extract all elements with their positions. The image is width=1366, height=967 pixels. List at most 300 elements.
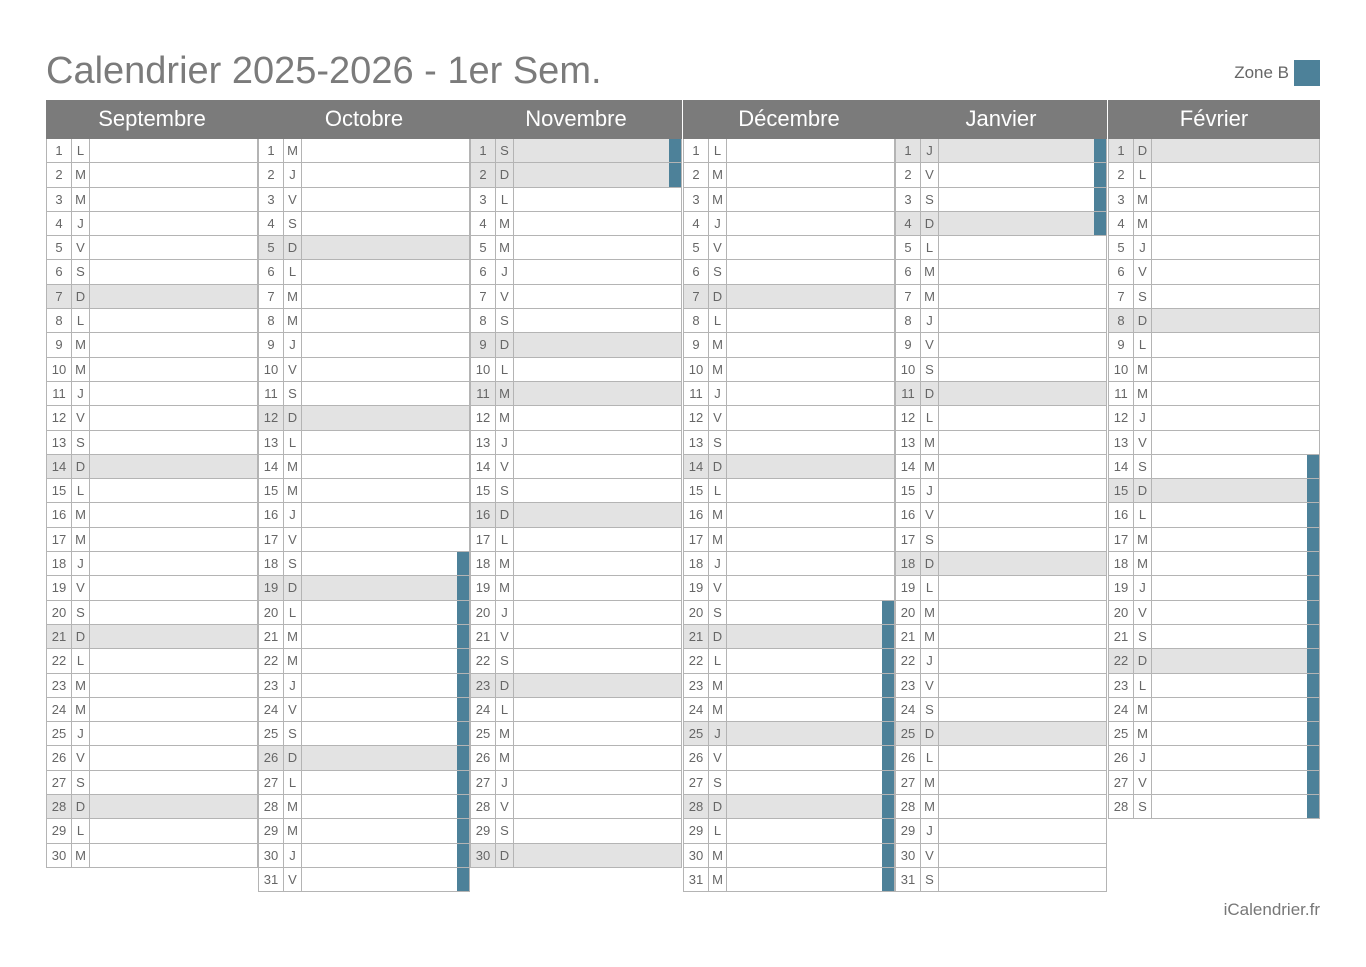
- day-letter: V: [921, 333, 939, 356]
- day-number: 3: [896, 188, 921, 211]
- day-row: [470, 333, 682, 357]
- day-number: 7: [1109, 285, 1134, 308]
- day-number: 3: [259, 188, 284, 211]
- day-number: 18: [1109, 552, 1134, 575]
- day-row: [895, 260, 1107, 284]
- day-letter: V: [709, 746, 727, 769]
- day-letter: L: [72, 139, 90, 162]
- day-number: 22: [259, 649, 284, 672]
- day-number: 30: [259, 844, 284, 867]
- vacation-marker: [1307, 746, 1319, 769]
- day-row: [683, 479, 895, 503]
- day-number: 8: [1109, 309, 1134, 332]
- day-number: 10: [259, 358, 284, 381]
- day-letter: V: [1134, 601, 1152, 624]
- day-row: [683, 236, 895, 260]
- day-letter: D: [1134, 649, 1152, 672]
- day-number: 8: [47, 309, 72, 332]
- day-number: 9: [1109, 333, 1134, 356]
- day-letter: M: [921, 455, 939, 478]
- day-number: 5: [896, 236, 921, 259]
- day-letter: M: [284, 455, 302, 478]
- day-row: [895, 819, 1107, 843]
- day-row: [470, 236, 682, 260]
- month-column-december: [683, 100, 895, 892]
- day-number: 6: [684, 260, 709, 283]
- day-letter: S: [284, 382, 302, 405]
- day-number: 13: [1109, 431, 1134, 454]
- day-letter: L: [1134, 503, 1152, 526]
- day-letter: J: [284, 163, 302, 186]
- day-number: 12: [896, 406, 921, 429]
- day-number: 9: [896, 333, 921, 356]
- day-number: 31: [259, 868, 284, 891]
- day-letter: S: [284, 212, 302, 235]
- day-number: 23: [896, 674, 921, 697]
- day-letter: M: [1134, 188, 1152, 211]
- day-row: [46, 698, 258, 722]
- day-letter: V: [72, 406, 90, 429]
- day-number: 25: [896, 722, 921, 745]
- day-number: 27: [47, 771, 72, 794]
- day-number: 29: [259, 819, 284, 842]
- day-letter: J: [921, 819, 939, 842]
- day-row: [683, 819, 895, 843]
- day-number: 16: [471, 503, 496, 526]
- day-row: [258, 163, 470, 187]
- day-number: 30: [471, 844, 496, 867]
- vacation-marker: [669, 139, 681, 162]
- day-row: [258, 771, 470, 795]
- day-row: [683, 285, 895, 309]
- day-row: [258, 795, 470, 819]
- day-row: [470, 601, 682, 625]
- day-letter: L: [921, 576, 939, 599]
- day-number: 16: [259, 503, 284, 526]
- day-number: 10: [684, 358, 709, 381]
- day-letter: S: [921, 188, 939, 211]
- day-row: [895, 358, 1107, 382]
- day-list: [470, 139, 682, 868]
- day-number: 24: [684, 698, 709, 721]
- day-number: 25: [471, 722, 496, 745]
- day-number: 3: [47, 188, 72, 211]
- day-row: [258, 746, 470, 770]
- vacation-marker: [1094, 212, 1106, 235]
- day-number: 10: [47, 358, 72, 381]
- day-row: [258, 382, 470, 406]
- vacation-marker: [457, 601, 469, 624]
- day-letter: L: [284, 771, 302, 794]
- day-row: [46, 722, 258, 746]
- day-letter: D: [284, 236, 302, 259]
- day-letter: V: [284, 188, 302, 211]
- day-row: [470, 795, 682, 819]
- day-number: 19: [259, 576, 284, 599]
- day-number: 22: [471, 649, 496, 672]
- day-letter: M: [709, 674, 727, 697]
- day-letter: L: [284, 431, 302, 454]
- day-number: 6: [47, 260, 72, 283]
- day-letter: D: [496, 674, 514, 697]
- day-number: 29: [471, 819, 496, 842]
- day-row: [470, 552, 682, 576]
- day-row: [683, 431, 895, 455]
- day-letter: D: [496, 163, 514, 186]
- day-letter: M: [496, 576, 514, 599]
- day-number: 27: [896, 771, 921, 794]
- day-row: [1108, 625, 1320, 649]
- vacation-marker: [1307, 698, 1319, 721]
- day-number: 8: [896, 309, 921, 332]
- day-row: [683, 771, 895, 795]
- day-number: 7: [896, 285, 921, 308]
- day-number: 22: [47, 649, 72, 672]
- day-number: 21: [1109, 625, 1134, 648]
- day-row: [683, 503, 895, 527]
- day-number: 16: [896, 503, 921, 526]
- month-column-january: [895, 100, 1107, 892]
- day-number: 4: [259, 212, 284, 235]
- day-letter: J: [284, 844, 302, 867]
- day-letter: J: [1134, 406, 1152, 429]
- day-letter: V: [921, 674, 939, 697]
- day-number: 18: [471, 552, 496, 575]
- day-number: 26: [259, 746, 284, 769]
- day-row: [895, 844, 1107, 868]
- day-row: [470, 625, 682, 649]
- day-number: 7: [259, 285, 284, 308]
- day-letter: L: [496, 188, 514, 211]
- day-letter: M: [496, 212, 514, 235]
- day-letter: V: [72, 236, 90, 259]
- vacation-marker: [882, 722, 894, 745]
- day-letter: V: [1134, 260, 1152, 283]
- vacation-marker: [882, 844, 894, 867]
- day-number: 2: [259, 163, 284, 186]
- day-row: [46, 601, 258, 625]
- calendar-grid: [46, 100, 1320, 895]
- day-row: [895, 795, 1107, 819]
- day-row: [895, 406, 1107, 430]
- day-row: [470, 285, 682, 309]
- day-row: [683, 382, 895, 406]
- day-row: [470, 431, 682, 455]
- day-row: [683, 649, 895, 673]
- day-row: [470, 188, 682, 212]
- month-column-october: [258, 100, 470, 892]
- day-letter: M: [284, 139, 302, 162]
- day-row: [1108, 333, 1320, 357]
- vacation-marker: [457, 795, 469, 818]
- day-row: [683, 455, 895, 479]
- day-letter: M: [709, 188, 727, 211]
- day-number: 25: [1109, 722, 1134, 745]
- day-letter: L: [284, 601, 302, 624]
- day-letter: M: [921, 625, 939, 648]
- day-row: [46, 503, 258, 527]
- day-number: 29: [684, 819, 709, 842]
- day-row: [258, 552, 470, 576]
- day-letter: S: [284, 552, 302, 575]
- month-column-november: [470, 100, 682, 868]
- day-letter: S: [921, 528, 939, 551]
- day-row: [1108, 722, 1320, 746]
- day-number: 8: [259, 309, 284, 332]
- day-letter: J: [921, 649, 939, 672]
- day-letter: L: [72, 479, 90, 502]
- day-row: [258, 236, 470, 260]
- day-letter: J: [1134, 236, 1152, 259]
- day-number: 13: [259, 431, 284, 454]
- day-row: [46, 260, 258, 284]
- day-number: 4: [896, 212, 921, 235]
- day-letter: D: [284, 746, 302, 769]
- vacation-marker: [1307, 771, 1319, 794]
- vacation-marker: [457, 868, 469, 891]
- day-letter: J: [496, 601, 514, 624]
- day-letter: J: [72, 382, 90, 405]
- day-letter: M: [921, 771, 939, 794]
- day-number: 11: [471, 382, 496, 405]
- day-letter: D: [921, 382, 939, 405]
- day-number: 13: [896, 431, 921, 454]
- day-letter: D: [1134, 309, 1152, 332]
- day-number: 31: [896, 868, 921, 891]
- day-row: [46, 455, 258, 479]
- day-letter: M: [496, 722, 514, 745]
- day-row: [895, 212, 1107, 236]
- day-list: [683, 139, 895, 892]
- day-letter: J: [496, 431, 514, 454]
- day-number: 12: [47, 406, 72, 429]
- day-letter: S: [921, 358, 939, 381]
- day-number: 30: [896, 844, 921, 867]
- day-letter: M: [709, 844, 727, 867]
- vacation-marker: [1094, 163, 1106, 186]
- day-letter: M: [284, 625, 302, 648]
- vacation-marker: [457, 771, 469, 794]
- zone-color-swatch: [1294, 60, 1320, 86]
- day-number: 14: [259, 455, 284, 478]
- day-row: [683, 601, 895, 625]
- vacation-marker: [1307, 795, 1319, 818]
- day-row: [46, 382, 258, 406]
- day-row: [470, 576, 682, 600]
- day-number: 11: [1109, 382, 1134, 405]
- day-letter: L: [1134, 333, 1152, 356]
- day-letter: D: [284, 406, 302, 429]
- day-letter: J: [921, 309, 939, 332]
- vacation-marker: [457, 625, 469, 648]
- day-row: [470, 819, 682, 843]
- day-row: [1108, 260, 1320, 284]
- day-letter: M: [496, 406, 514, 429]
- day-row: [1108, 479, 1320, 503]
- day-number: 17: [896, 528, 921, 551]
- day-letter: D: [921, 552, 939, 575]
- day-row: [470, 382, 682, 406]
- month-header: Février: [1108, 100, 1320, 139]
- day-row: [470, 674, 682, 698]
- day-row: [683, 212, 895, 236]
- day-number: 27: [259, 771, 284, 794]
- day-row: [46, 163, 258, 187]
- day-row: [1108, 236, 1320, 260]
- day-number: 20: [471, 601, 496, 624]
- day-number: 12: [471, 406, 496, 429]
- day-letter: J: [1134, 746, 1152, 769]
- vacation-marker: [1307, 674, 1319, 697]
- day-letter: L: [921, 746, 939, 769]
- day-letter: L: [921, 406, 939, 429]
- day-number: 1: [471, 139, 496, 162]
- vacation-marker: [457, 674, 469, 697]
- day-letter: L: [709, 479, 727, 502]
- day-letter: M: [1134, 212, 1152, 235]
- day-row: [470, 479, 682, 503]
- day-number: 8: [471, 309, 496, 332]
- zone-legend: [1234, 60, 1320, 86]
- day-row: [46, 528, 258, 552]
- day-letter: V: [1134, 431, 1152, 454]
- day-number: 3: [471, 188, 496, 211]
- day-row: [258, 601, 470, 625]
- day-number: 21: [259, 625, 284, 648]
- day-letter: S: [496, 139, 514, 162]
- day-row: [46, 819, 258, 843]
- day-row: [683, 795, 895, 819]
- day-letter: D: [72, 795, 90, 818]
- day-number: 1: [47, 139, 72, 162]
- day-letter: M: [709, 503, 727, 526]
- day-row: [258, 576, 470, 600]
- day-number: 20: [47, 601, 72, 624]
- day-letter: D: [496, 503, 514, 526]
- day-row: [683, 552, 895, 576]
- day-row: [1108, 285, 1320, 309]
- day-number: 3: [1109, 188, 1134, 211]
- day-letter: M: [709, 868, 727, 891]
- day-number: 13: [47, 431, 72, 454]
- day-row: [46, 576, 258, 600]
- vacation-marker: [1307, 479, 1319, 502]
- day-row: [683, 674, 895, 698]
- day-letter: D: [1134, 139, 1152, 162]
- day-row: [1108, 163, 1320, 187]
- day-number: 18: [259, 552, 284, 575]
- day-row: [683, 406, 895, 430]
- day-row: [258, 649, 470, 673]
- day-row: [895, 139, 1107, 163]
- day-letter: D: [72, 625, 90, 648]
- day-row: [258, 431, 470, 455]
- day-number: 24: [259, 698, 284, 721]
- day-letter: M: [709, 528, 727, 551]
- vacation-marker: [1307, 649, 1319, 672]
- day-row: [895, 649, 1107, 673]
- day-number: 5: [259, 236, 284, 259]
- day-number: 28: [896, 795, 921, 818]
- day-letter: M: [284, 795, 302, 818]
- day-letter: D: [921, 212, 939, 235]
- vacation-marker: [882, 698, 894, 721]
- day-letter: S: [1134, 455, 1152, 478]
- day-number: 19: [896, 576, 921, 599]
- day-letter: S: [709, 431, 727, 454]
- day-letter: M: [72, 674, 90, 697]
- day-number: 17: [471, 528, 496, 551]
- day-number: 23: [684, 674, 709, 697]
- day-number: 20: [259, 601, 284, 624]
- day-number: 24: [1109, 698, 1134, 721]
- day-letter: S: [709, 771, 727, 794]
- day-letter: V: [284, 868, 302, 891]
- day-letter: M: [496, 746, 514, 769]
- day-row: [683, 260, 895, 284]
- day-letter: J: [496, 771, 514, 794]
- vacation-marker: [1307, 552, 1319, 575]
- day-letter: J: [284, 333, 302, 356]
- day-number: 26: [471, 746, 496, 769]
- day-letter: S: [709, 260, 727, 283]
- vacation-marker: [457, 576, 469, 599]
- day-number: 9: [47, 333, 72, 356]
- day-letter: V: [496, 455, 514, 478]
- day-letter: M: [72, 188, 90, 211]
- vacation-marker: [669, 163, 681, 186]
- vacation-marker: [882, 674, 894, 697]
- day-letter: D: [72, 285, 90, 308]
- day-row: [258, 212, 470, 236]
- day-number: 8: [684, 309, 709, 332]
- day-letter: D: [496, 333, 514, 356]
- day-number: 16: [684, 503, 709, 526]
- day-row: [258, 139, 470, 163]
- day-number: 10: [896, 358, 921, 381]
- day-row: [46, 649, 258, 673]
- day-number: 14: [47, 455, 72, 478]
- day-number: 26: [684, 746, 709, 769]
- day-letter: V: [1134, 771, 1152, 794]
- day-row: [1108, 674, 1320, 698]
- day-number: 17: [684, 528, 709, 551]
- day-row: [683, 746, 895, 770]
- day-row: [46, 139, 258, 163]
- day-row: [258, 674, 470, 698]
- day-row: [470, 406, 682, 430]
- day-letter: M: [284, 285, 302, 308]
- day-row: [470, 844, 682, 868]
- day-row: [470, 528, 682, 552]
- day-letter: M: [921, 431, 939, 454]
- day-row: [258, 455, 470, 479]
- day-letter: S: [284, 722, 302, 745]
- day-number: 24: [47, 698, 72, 721]
- day-number: 7: [47, 285, 72, 308]
- day-row: [895, 236, 1107, 260]
- day-row: [470, 139, 682, 163]
- day-number: 28: [684, 795, 709, 818]
- vacation-marker: [457, 552, 469, 575]
- day-letter: L: [72, 819, 90, 842]
- day-row: [258, 819, 470, 843]
- day-number: 19: [47, 576, 72, 599]
- day-number: 4: [1109, 212, 1134, 235]
- day-letter: D: [1134, 479, 1152, 502]
- month-header: Octobre: [258, 100, 470, 139]
- vacation-marker: [457, 649, 469, 672]
